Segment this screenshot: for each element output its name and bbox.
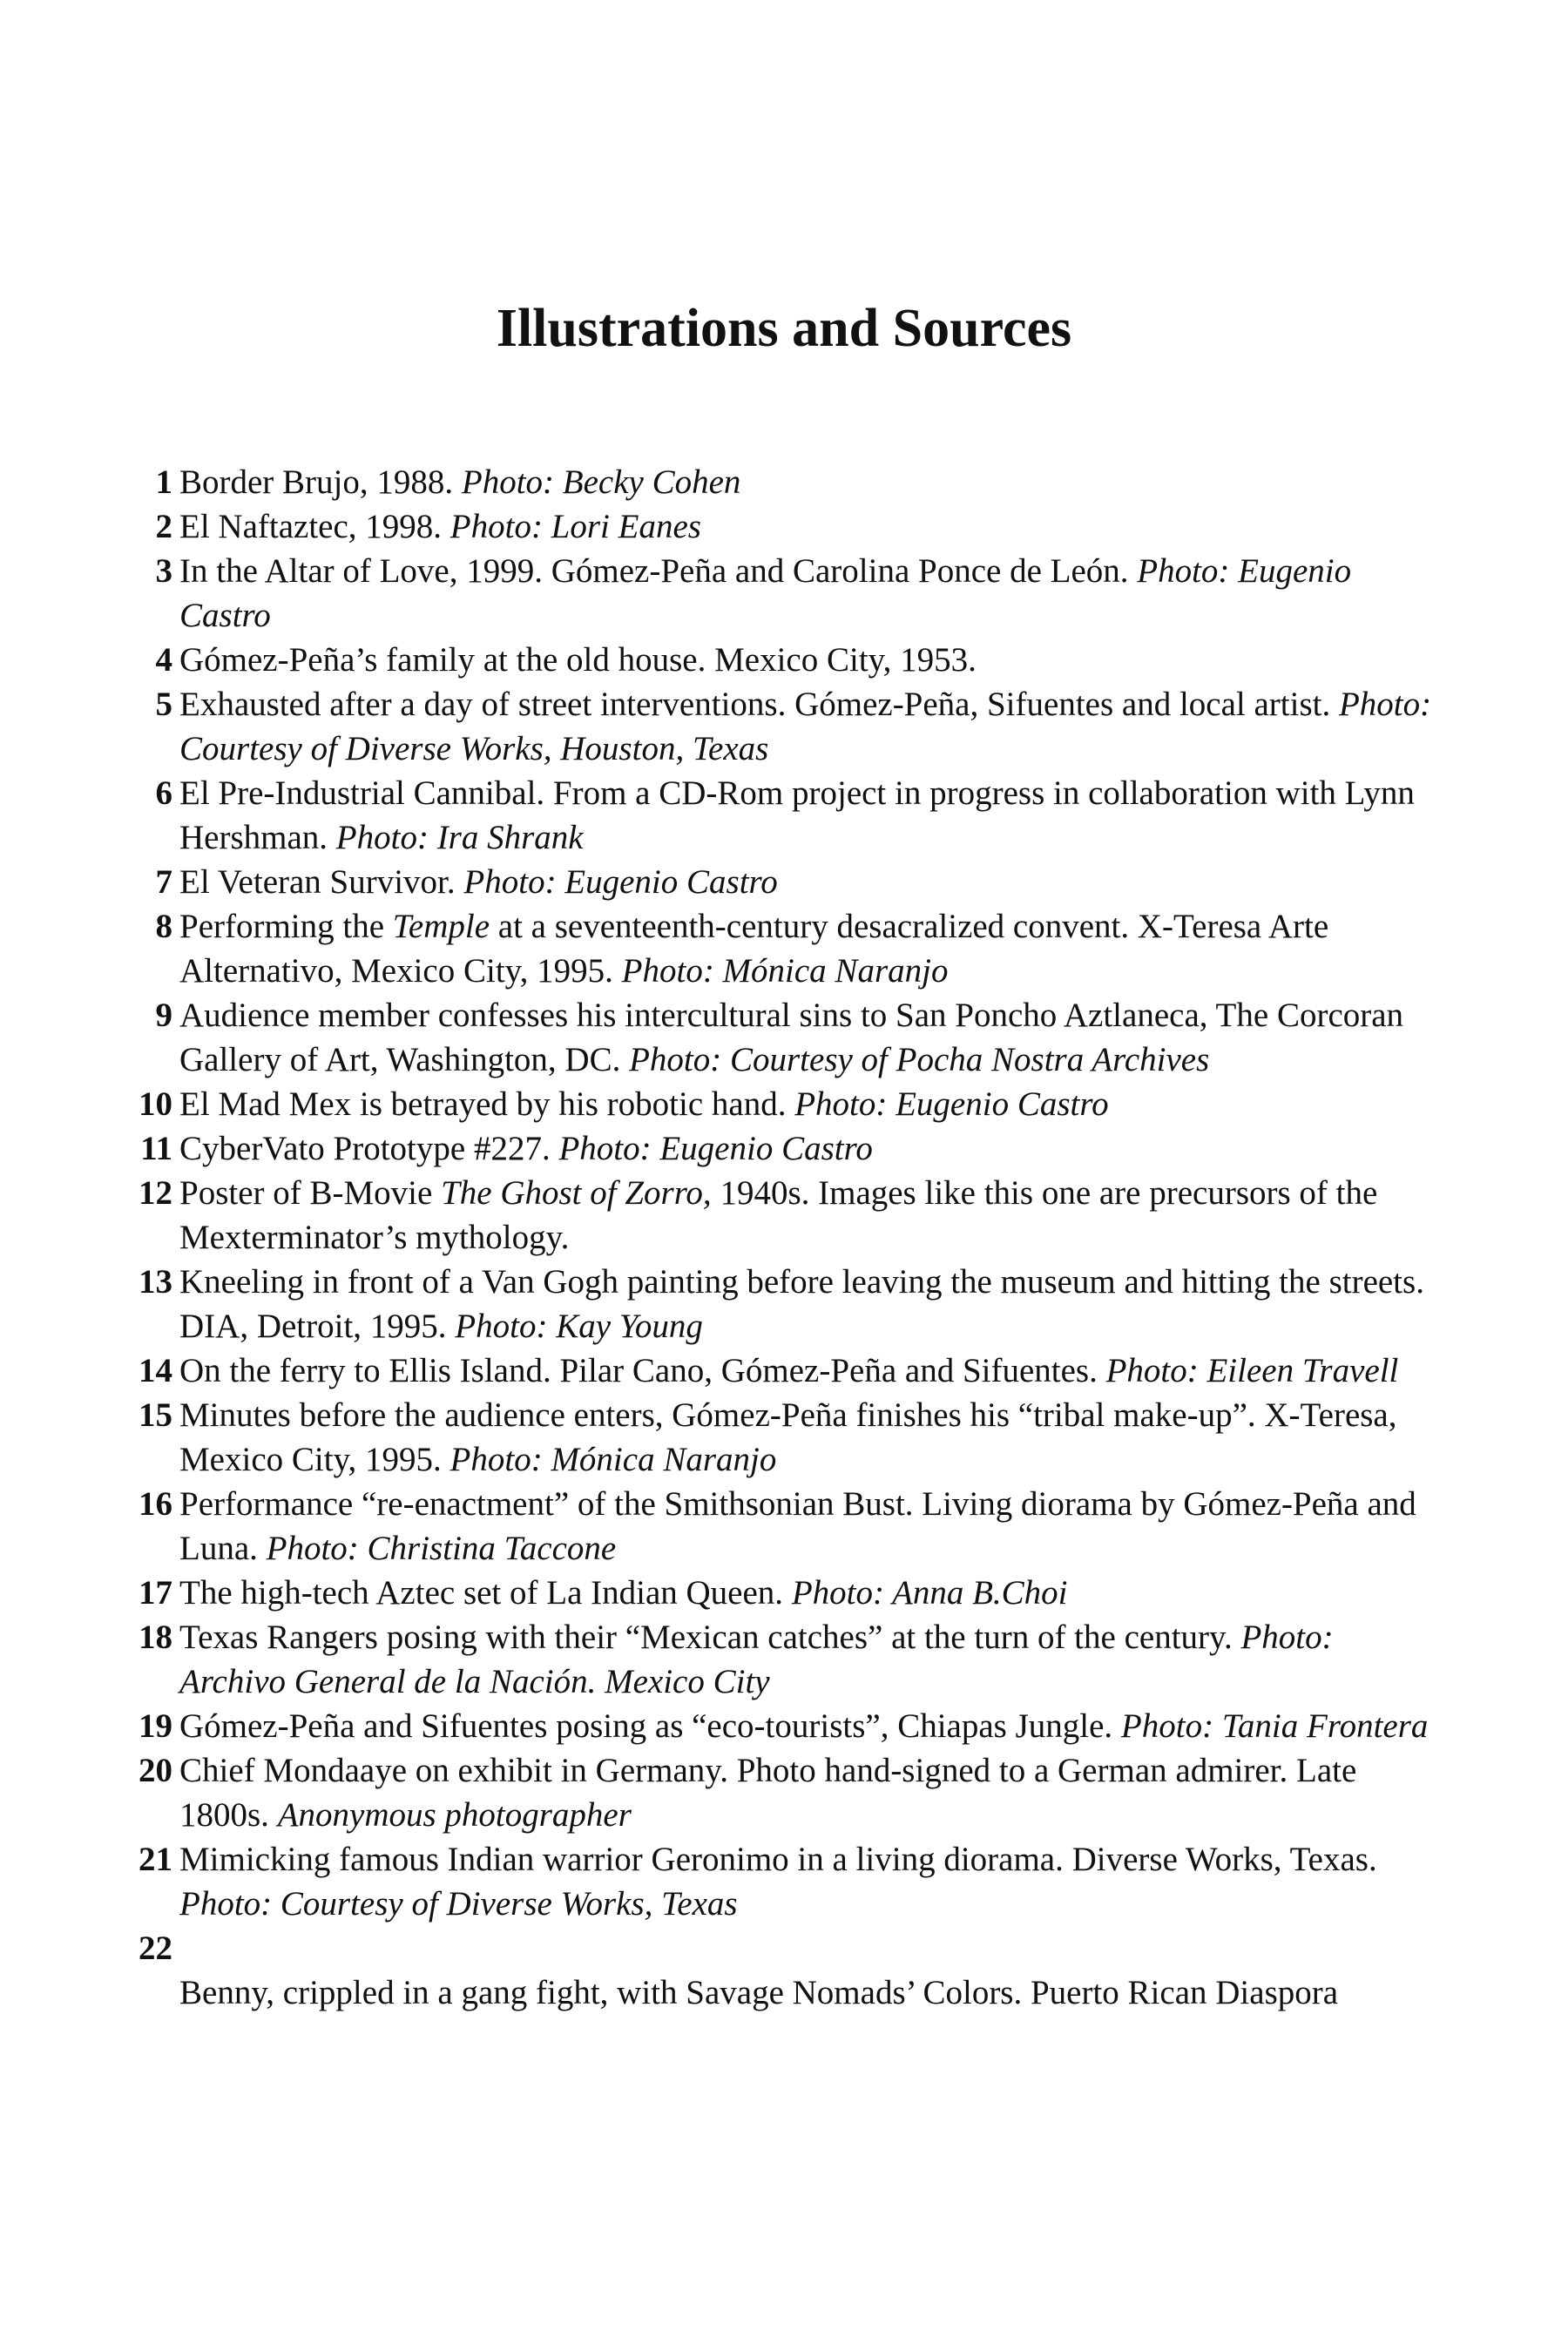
entry-caption-lead: Performing the [179,908,393,945]
entry-number: 8 [155,908,172,945]
entry-number: 20 [139,1752,172,1789]
entry-text [179,1126,1446,1171]
entry-text [179,1393,1446,1482]
entry-number: 15 [139,1396,172,1434]
entry-caption: Performance “re-enactment” of the Smithsonian Bust. Living diorama by Gómez-Peña and Luna. [179,1485,1416,1567]
entry-number: 2 [155,508,172,545]
entry-caption: The high-tech Aztec set of La Indian Queen. [179,1574,792,1612]
entry-credit: Photo: Eileen Travell [1105,1352,1399,1389]
entry-text [179,504,1446,549]
entry-caption-lead: Poster of B-Movie [179,1174,442,1212]
entry-number: 11 [140,1130,172,1167]
entry-credit: Photo: Archivo General de la Nación. Mexico City [179,1619,1334,1700]
entry-number: 3 [155,552,172,590]
entry-caption: Gómez-Peña and Sifuentes posing as “eco-tourists”, Chiapas Jungle. [179,1707,1121,1745]
entry-number: 22 [139,1930,172,1967]
entry-text [179,682,1446,771]
list-item [122,1748,1446,1837]
entry-work-title: Temple [392,908,490,945]
list-item [122,1704,1446,1748]
entry-number: 17 [139,1574,172,1612]
entry-caption: Mimicking famous Indian warrior Geronimo in a living diorama. Diverse Works, Texas. [179,1841,1377,1878]
entry-text [179,1482,1446,1571]
list-item [122,1482,1446,1571]
entry-text [179,1615,1446,1704]
entry-caption: Benny, crippled in a gang fight, with Savage Nomads’ Colors. Puerto Rican Diaspora [179,1974,1339,2011]
entry-credit: Photo: Lori Eanes [449,508,701,545]
entry-text [179,1260,1446,1348]
entry-caption: El Mad Mex is betrayed by his robotic hand. [179,1085,795,1123]
entry-text [179,904,1446,993]
entry-text [179,1704,1446,1748]
entry-credit: Photo: Christina Taccone [266,1530,617,1567]
entry-caption: Minutes before the audience enters, Gómez-Peña finishes his “tribal make-up”. X-Teresa, Mexico City, 1995. [179,1396,1397,1478]
entry-text [179,1926,1446,2015]
entry-credit: Photo: Courtesy of Diverse Works, Houston, Texas [179,686,1432,767]
entry-number: 1 [155,463,172,501]
entry-credit: Photo: Eugenio Castro [463,863,778,901]
entry-text [179,993,1446,1082]
entry-caption: El Pre-Industrial Cannibal. From a CD-Rom project in progress in collaboration with Lynn Hershman. [179,774,1415,856]
entry-text [179,1748,1446,1837]
entry-caption: Chief Mondaaye on exhibit in Germany. Photo hand-signed to a German admirer. Late 1800s. [179,1752,1357,1834]
list-item [122,1571,1446,1615]
list-item [122,1082,1446,1126]
entry-text [179,638,1446,682]
list-item [122,1260,1446,1348]
list-item [122,1348,1446,1393]
entry-work-title: The Ghost of Zorro, [441,1174,712,1212]
list-item [122,682,1446,771]
entry-text [179,460,1446,504]
entry-credit: Anonymous photographer [277,1796,632,1834]
list-item [122,638,1446,682]
entry-credit: Photo: Courtesy of Pocha Nostra Archives [629,1041,1210,1078]
entry-text [179,1082,1446,1126]
entry-credit: Photo: Eugenio Castro [794,1085,1109,1123]
entry-number: 5 [155,686,172,723]
list-item [122,1393,1446,1482]
entry-credit: Photo: Ira Shrank [335,819,584,856]
list-item [122,460,1446,504]
entry-text [179,1171,1446,1260]
entry-caption: 1940s. Images like this one are precursors of the Mexterminator’s mythology. [179,1174,1378,1256]
entry-text [179,549,1446,638]
entry-number: 21 [139,1841,172,1878]
entry-text [179,1837,1446,1926]
list-item [122,1926,1446,2015]
entry-text [179,771,1446,860]
page-title: Illustrations and Sources [496,299,1072,358]
entry-text [179,860,1446,904]
list-item [122,993,1446,1082]
entry-number: 18 [139,1619,172,1656]
entry-number: 16 [139,1485,172,1523]
entry-credit: Photo: Anna B.Choi [791,1574,1068,1612]
entry-caption: El Naftaztec, 1998. [179,508,450,545]
entry-number: 6 [155,774,172,812]
entry-caption: Kneeling in front of a Van Gogh painting before leaving the museum and hitting the streets. DIA, Detroit, 1995. [179,1263,1424,1345]
list-item [122,771,1446,860]
list-item [122,1615,1446,1704]
entry-number: 4 [155,641,172,679]
entry-text [179,1571,1446,1615]
entry-credit: Photo: Tania Frontera [1120,1707,1429,1745]
entry-number: 14 [139,1352,172,1389]
entry-credit: Photo: Becky Cohen [461,463,741,501]
entry-caption: Texas Rangers posing with their “Mexican catches” at the turn of the century. [179,1619,1241,1656]
entry-text [179,1348,1446,1393]
entry-caption: Exhausted after a day of street interventions. Gómez-Peña, Sifuentes and local artist. [179,686,1339,723]
entry-credit: Photo: Eugenio Castro [179,552,1352,634]
entry-caption: Gómez-Peña’s family at the old house. Mexico City, 1953. [179,641,977,679]
illustration-list [122,460,1446,2015]
entry-caption: CyberVato Prototype #227. [179,1130,559,1167]
entry-credit: Photo: Mónica Naranjo [621,952,949,990]
entry-credit: Photo: Mónica Naranjo [449,1441,777,1478]
entry-number: 13 [139,1263,172,1301]
list-item [122,860,1446,904]
entry-credit: Photo: Kay Young [455,1308,703,1345]
entry-credit: Photo: Courtesy of Diverse Works, Texas [179,1885,738,1923]
list-item [122,1837,1446,1926]
entry-number: 7 [155,863,172,901]
list-item [122,504,1446,549]
list-item [122,904,1446,993]
entry-caption: at a seventeenth-century desacralized convent. X-Teresa Arte Alternativo, Mexico City, 1995. [179,908,1329,990]
entry-credit: Photo: Eugenio Castro [558,1130,873,1167]
entry-number: 19 [139,1707,172,1745]
entry-caption: In the Altar of Love, 1999. Gómez-Peña and Carolina Ponce de León. [179,552,1138,590]
entry-caption: Border Brujo, 1988. [179,463,462,501]
entry-number: 12 [139,1174,172,1212]
entry-caption: El Veteran Survivor. [179,863,464,901]
entry-number: 10 [139,1085,172,1123]
list-item [122,1126,1446,1171]
entry-number: 9 [155,997,172,1034]
entry-caption: On the ferry to Ellis Island. Pilar Cano, Gómez-Peña and Sifuentes. [179,1352,1106,1389]
entry-caption: Audience member confesses his intercultural sins to San Poncho Aztlaneca, The Corcoran Gallery of Art, Washington, DC. [179,997,1404,1078]
list-item [122,549,1446,638]
list-item [122,1171,1446,1260]
